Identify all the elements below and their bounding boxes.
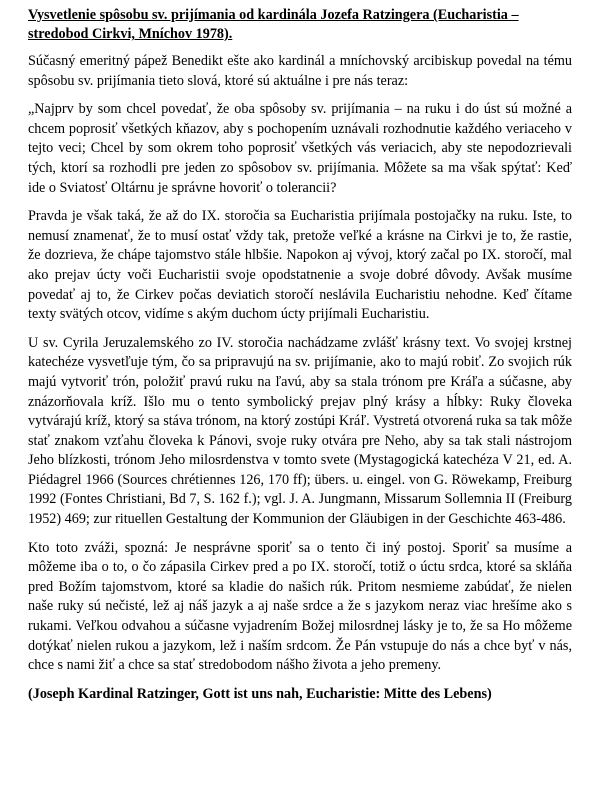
intro-paragraph: Súčasný emeritný pápež Benedikt ešte ako kardinál a mníchovský arcibiskup povedal na tému spôsobu sv. prijímania tieto slová, ktoré sú aktuálne i pre nás teraz:	[28, 53, 572, 89]
source-citation: (Joseph Kardinal Ratzinger, Gott ist uns nah, Eucharistie: Mitte des Lebens)	[28, 685, 492, 702]
document-page	[28, 6, 572, 713]
conclusion-paragraph: Kto toto zváži, spozná: Je nesprávne sporiť sa o tento či iný postoj. Sporiť sa musíme a môžeme iba o to, o čo zápasila Cirkev pred a po IX. storočí, totiž o úctu srdca, ktoré sa skláňa pred Božím tajomstvom, ktoré sa kladie do našich rúk. Pritom nesmieme zabúdať, že nielen naše ruky sú nečisté, lež aj náš jazyk a aj naše srdce a že s jazykom neraz viac hrešíme ako s rukami. Veľkou odvahou a súčasne vyjadrením Božej milosrdnej lásky je to, že sa Ho môžeme dotýkať nielen rukou a jazykom, lež i naším srdcom. Že Pán vstupuje do nás a chce byť v nás, chce s nami žiť a chce sa stať stredobodom nášho života a jeho premeny.	[28, 539, 572, 674]
document-title: Vysvetlenie spôsobu sv. prijímania od kardinála Jozefa Ratzingera (Eucharistia – stredobod Cirkvi, Mníchov 1978).	[28, 7, 519, 42]
history-paragraph: Pravda je však taká, že až do IX. storočia sa Eucharistia prijímala postojačky na ruku. Iste, to nemusí znamenať, že to musí ostať vždy tak, pretože veľké a krásne na Cirkvi je to, že rastie, že dozrieva, že chápe tajomstvo stále hlbšie. Napokon aj vývoj, ktorý začal po IX. storočí, mal ako prejav úcty voči Eucharistii svoje opodstatnenie a svoje dobré dôvody. Avšak musíme povedať aj to, že Cirkev počas deviatich storočí neslávila Eucharistiu nehodne. Keď čítame texty svätých otcov, vidíme s akým duchom úcty prijímali Eucharistiu.	[28, 208, 572, 323]
quote-paragraph: „Najprv by som chcel povedať, že oba spôsoby sv. prijímania – na ruku i do úst sú možné a chcem poprosiť všetkých kňazov, aby s pochopením uznávali rozhodnutie každého veriaceho v tejto veci; Chcel by som okrem toho poprosiť všetkých vás veriacich, aby ste nepodozrievali tých, ktorí sa rozhodli pre jeden zo spôsobov sv. prijímania. Môžete sa ma však spýtať: Keď ide o Sviatosť Oltárnu je správne hovoriť o tolerancii?	[28, 101, 572, 196]
cyril-paragraph: U sv. Cyrila Jeruzalemského zo IV. storočia nachádzame zvlášť krásny text. Vo svojej krstnej katechéze vysvetľuje tým, čo sa pripravujú na sv. prijímanie, ako to majú robiť. Zo svojich rúk majú vytvoriť trón, položiť pravú ruku na ľavú, aby sa stala trónom pre Kráľa a súčasne, aby znázorňovala kríž. Išlo mu o tento symbolický prejav plný krásy a hĺbky: Ruky človeka vytvárajú kríž, ktorý sa stáva trónom, na ktorý zostúpi Kráľ. Vystretá otvorená ruka sa tak môže stať znakom vzťahu človeka k Pánovi, svoje ruky otvára pre Neho, aby sa tak stali nástrojom Jeho blízkosti, trónom Jeho milosrdenstva v tomto svete (Mystagogická katechéza V 21, ed. A. Piédagrel 1966 (Sources chrétiennes 126, 170 ff); übers. u. eingel. von G. Röwekamp, Freiburg 1992 (Fontes Christiani, Bd 7, S. 162 f.); vgl. J. A. Jungmann, Missarum Sollemnia II (Freiburg 1952) 469; zur rituellen Gestaltung der Kommunion der Gläubigen in der Geschichte 463-486.	[28, 334, 572, 528]
